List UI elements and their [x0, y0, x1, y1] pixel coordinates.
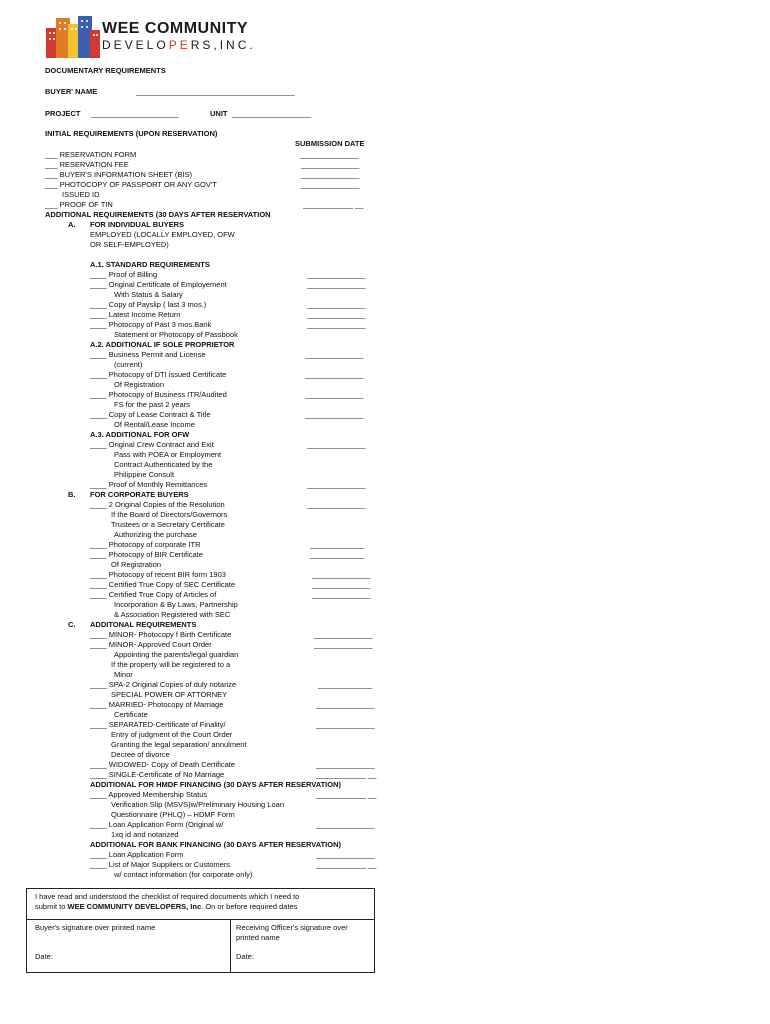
- submission-date-blank: ____________ __: [316, 860, 377, 869]
- requirement-item: ____ Photocopy of Business ITR/Audited: [90, 390, 227, 399]
- submission-date-blank: ______________: [307, 270, 366, 279]
- requirement-item: Contract Authenticated by the: [114, 460, 213, 469]
- submission-date-blank: ______________: [316, 820, 375, 829]
- submission-date-blank: ______________: [301, 170, 360, 179]
- section-heading: B.: [68, 490, 76, 499]
- submission-date-blank: ______________: [316, 700, 375, 709]
- submission-date-blank: _____________: [318, 680, 373, 689]
- submission-date-blank: ______________: [305, 370, 364, 379]
- submission-date-blank: _____________: [310, 550, 365, 559]
- requirement-item: ____ Loan Application Form: [90, 850, 184, 859]
- requirement-item: Verification Slip (MSVS)w/Preliminary Housing Loan: [111, 800, 284, 809]
- submission-date-blank: ____________ __: [303, 200, 364, 209]
- requirement-item: Decree of divorce: [111, 750, 170, 759]
- submission-date-blank: ______________: [307, 500, 366, 509]
- requirement-item: ____ MINOR- Photocopy f Birth Certificate: [90, 630, 232, 639]
- requirement-item: ISSUED ID: [62, 190, 100, 199]
- submission-date-blank: ______________: [316, 850, 375, 859]
- requirement-item: If the property will be registered to a: [111, 660, 231, 669]
- requirement-item: ____ List of Major Suppliers or Customers: [90, 860, 231, 869]
- requirement-item: ____ MINOR- Approved Court Order: [90, 640, 212, 649]
- requirement-item: ____ Loan Application Form (Original w/: [90, 820, 224, 829]
- document-title: DOCUMENTARY REQUIREMENTS: [45, 66, 166, 75]
- submission-date-blank: ______________: [305, 350, 364, 359]
- section-heading: FOR CORPORATE BUYERS: [90, 490, 189, 499]
- requirement-item: ____ Certified True Copy of Articles of: [90, 590, 217, 599]
- buyer-name-label: BUYER' NAME: [45, 87, 98, 96]
- requirement-item: Granting the legal separation/ annulment: [111, 740, 247, 749]
- submission-date-blank: ______________: [314, 630, 373, 639]
- section-heading: A.3. ADDITIONAL FOR OFW: [90, 430, 190, 439]
- officer-date-label: Date:: [236, 952, 254, 961]
- submission-date-blank: ____________ __: [316, 770, 377, 779]
- submission-date-heading: SUBMISSION DATE: [295, 139, 365, 148]
- requirement-item: ___ PHOTOCOPY OF PASSPORT OR ANY GOV'T: [45, 180, 217, 189]
- submission-date-blank: ______________: [307, 300, 366, 309]
- submission-date-blank: _____________: [310, 540, 365, 549]
- project-line: _____________________: [91, 109, 179, 118]
- requirement-item: ____ SPA-2 Original Copies of duly notarize: [90, 680, 237, 689]
- requirement-item: EMPLOYED (LOCALLY EMPLOYED, OFW: [90, 230, 235, 239]
- unit-label: UNIT: [210, 109, 228, 118]
- requirement-item: ____ Business Permit and License: [90, 350, 206, 359]
- requirement-item: ____ Photocopy of BIR Certificate: [90, 550, 203, 559]
- section-heading: A.2. ADDITIONAL IF SOLE PROPRIETOR: [90, 340, 235, 349]
- buyer-date-label: Date:: [35, 952, 53, 961]
- requirement-item: Of Rental/Lease Income: [114, 420, 195, 429]
- officer-signature-label-line1: Receiving Officer's signature over: [236, 923, 348, 932]
- initial-requirements-heading: INITIAL REQUIREMENTS (UPON RESERVATION): [45, 129, 218, 138]
- requirement-item: ____ Copy of Payslip ( last 3 mos.): [90, 300, 207, 309]
- submission-date-blank: ______________: [301, 160, 360, 169]
- submission-date-blank: ______________: [307, 320, 366, 329]
- submission-date-blank: ______________: [307, 480, 366, 489]
- requirement-item: Of Registration: [114, 380, 165, 389]
- requirement-item: ____ Proof of Monthly Remittances: [90, 480, 208, 489]
- submission-date-blank: ______________: [300, 150, 359, 159]
- requirement-item: Certificate: [114, 710, 148, 719]
- buyer-name-line: ______________________________________: [136, 87, 295, 96]
- requirement-item: (current): [114, 360, 143, 369]
- submission-date-blank: ____________ __: [316, 790, 377, 799]
- requirement-item: 1xq id and notarized: [111, 830, 179, 839]
- requirement-item: ____ Original Certificate of Employement: [90, 280, 227, 289]
- requirement-item: ____ Photocopy of Past 3 mos.Bank: [90, 320, 212, 329]
- submission-date-blank: ______________: [301, 180, 360, 189]
- unit-line: ___________________: [232, 109, 312, 118]
- requirement-item: ____ Proof of Billing: [90, 270, 158, 279]
- signature-divider: [230, 919, 231, 972]
- requirement-item: SPECIAL POWER OF ATTORNEY: [111, 690, 228, 699]
- section-heading: ADDITONAL REQUIREMENTS: [90, 620, 197, 629]
- submission-date-blank: ______________: [312, 570, 371, 579]
- section-heading: ADDITIONAL FOR HMDF FINANCING (30 DAYS AFTER RESERVATION): [90, 780, 341, 789]
- requirement-item: Entry of judgment of the Court Order: [111, 730, 233, 739]
- submission-date-blank: ______________: [305, 390, 364, 399]
- section-heading: A.1. STANDARD REQUIREMENTS: [90, 260, 210, 269]
- submission-date-blank: ______________: [314, 640, 373, 649]
- requirement-item: If the Board of Directors/Governors: [111, 510, 228, 519]
- submission-date-blank: ______________: [312, 590, 371, 599]
- requirement-item: ____ Photocopy of corporate ITR: [90, 540, 201, 549]
- requirement-item: Pass with POEA or Employment: [114, 450, 222, 459]
- requirement-item: ____ Original Crew Contract and Exit: [90, 440, 214, 449]
- requirement-item: Philippine Consult: [114, 470, 175, 479]
- requirement-item: ____ Approved Membership Status: [90, 790, 208, 799]
- acknowledgement-text-line1: I have read and understood the checklist of required documents which I need to: [35, 892, 300, 901]
- submission-date-blank: ______________: [307, 310, 366, 319]
- requirement-item: Minor: [114, 670, 133, 679]
- submission-date-blank: ______________: [307, 280, 366, 289]
- requirement-item: ___ PROOF OF TIN: [45, 200, 113, 209]
- submission-date-blank: ______________: [312, 580, 371, 589]
- logo-company-subname: DEVELOPERS,INC.: [102, 38, 256, 52]
- project-label: PROJECT: [45, 109, 81, 118]
- section-heading: ADDITIONAL REQUIREMENTS (30 DAYS AFTER RESERVATION: [45, 210, 271, 219]
- requirement-item: Statement or Photocopy of Passbook: [114, 330, 238, 339]
- requirement-item: ____ Latest Income Return: [90, 310, 181, 319]
- submission-date-blank: ______________: [305, 410, 364, 419]
- requirement-item: ____ Photocopy of DTI issued Certificate: [90, 370, 227, 379]
- submission-date-blank: ______________: [307, 440, 366, 449]
- submission-date-blank: ______________: [316, 760, 375, 769]
- requirement-item: ____ Certified True Copy of SEC Certificate: [90, 580, 236, 589]
- requirement-item: & Association Registered with SEC: [114, 610, 231, 619]
- requirement-item: With Status & Salary: [114, 290, 183, 299]
- section-heading: A.: [68, 220, 76, 229]
- requirement-item: Incorporation & By Laws, Partnership: [114, 600, 238, 609]
- requirement-item: ____ Photocopy of recent BIR form 1903: [90, 570, 226, 579]
- acknowledgement-box: [26, 888, 375, 973]
- officer-signature-label-line2: printed name: [236, 933, 280, 942]
- section-heading: FOR INDIVIDUAL BUYERS: [90, 220, 185, 229]
- requirement-item: OR SELF-EMPLOYED): [90, 240, 169, 249]
- submission-date-blank: ______________: [316, 720, 375, 729]
- requirement-item: ____ WIDOWED- Copy of Death Certificate: [90, 760, 236, 769]
- requirement-item: ____ SEPARATED-Certificate of Finality/: [90, 720, 226, 729]
- building-logo-icon: [44, 14, 104, 60]
- requirement-item: ____ SINGLE-Certificate of No Marriage: [90, 770, 225, 779]
- requirement-item: ___ RESERVATION FORM: [45, 150, 137, 159]
- requirement-item: FS for the past 2 years: [114, 400, 190, 409]
- buyer-signature-label: Buyer's signature over printed name: [35, 923, 156, 932]
- requirement-item: Questionnaire (PHLQ) – HDMF Form: [111, 810, 235, 819]
- requirement-item: ___ RESERVATION FEE: [45, 160, 129, 169]
- acknowledgement-text-line2: submit to WEE COMMUNITY DEVELOPERS, Inc. On or before required dates: [35, 902, 298, 911]
- requirement-item: Of Registration: [111, 560, 162, 569]
- requirement-item: ____ 2 Original Copies of the Resolution: [90, 500, 225, 509]
- section-heading: C.: [68, 620, 76, 629]
- requirement-item: w/ contact information (for corporate only): [114, 870, 253, 879]
- acknowledgement-divider: [27, 919, 374, 920]
- logo-company-name: WEE COMMUNITY: [102, 20, 249, 37]
- requirement-item: Authorizing the purchase: [114, 530, 197, 539]
- requirement-item: Appointing the parents/legal guardian: [114, 650, 239, 659]
- requirement-item: ____ Copy of Lease Contract & Title: [90, 410, 211, 419]
- requirement-item: ___ BUYER'S INFORMATION SHEET (BIS): [45, 170, 193, 179]
- requirement-item: ____ MARRIED- Photocopy of Marriage: [90, 700, 224, 709]
- requirement-item: Trustees or a Secretary Certificate: [111, 520, 225, 529]
- section-heading: ADDITIONAL FOR BANK FINANCING (30 DAYS AFTER RESERVATION): [90, 840, 341, 849]
